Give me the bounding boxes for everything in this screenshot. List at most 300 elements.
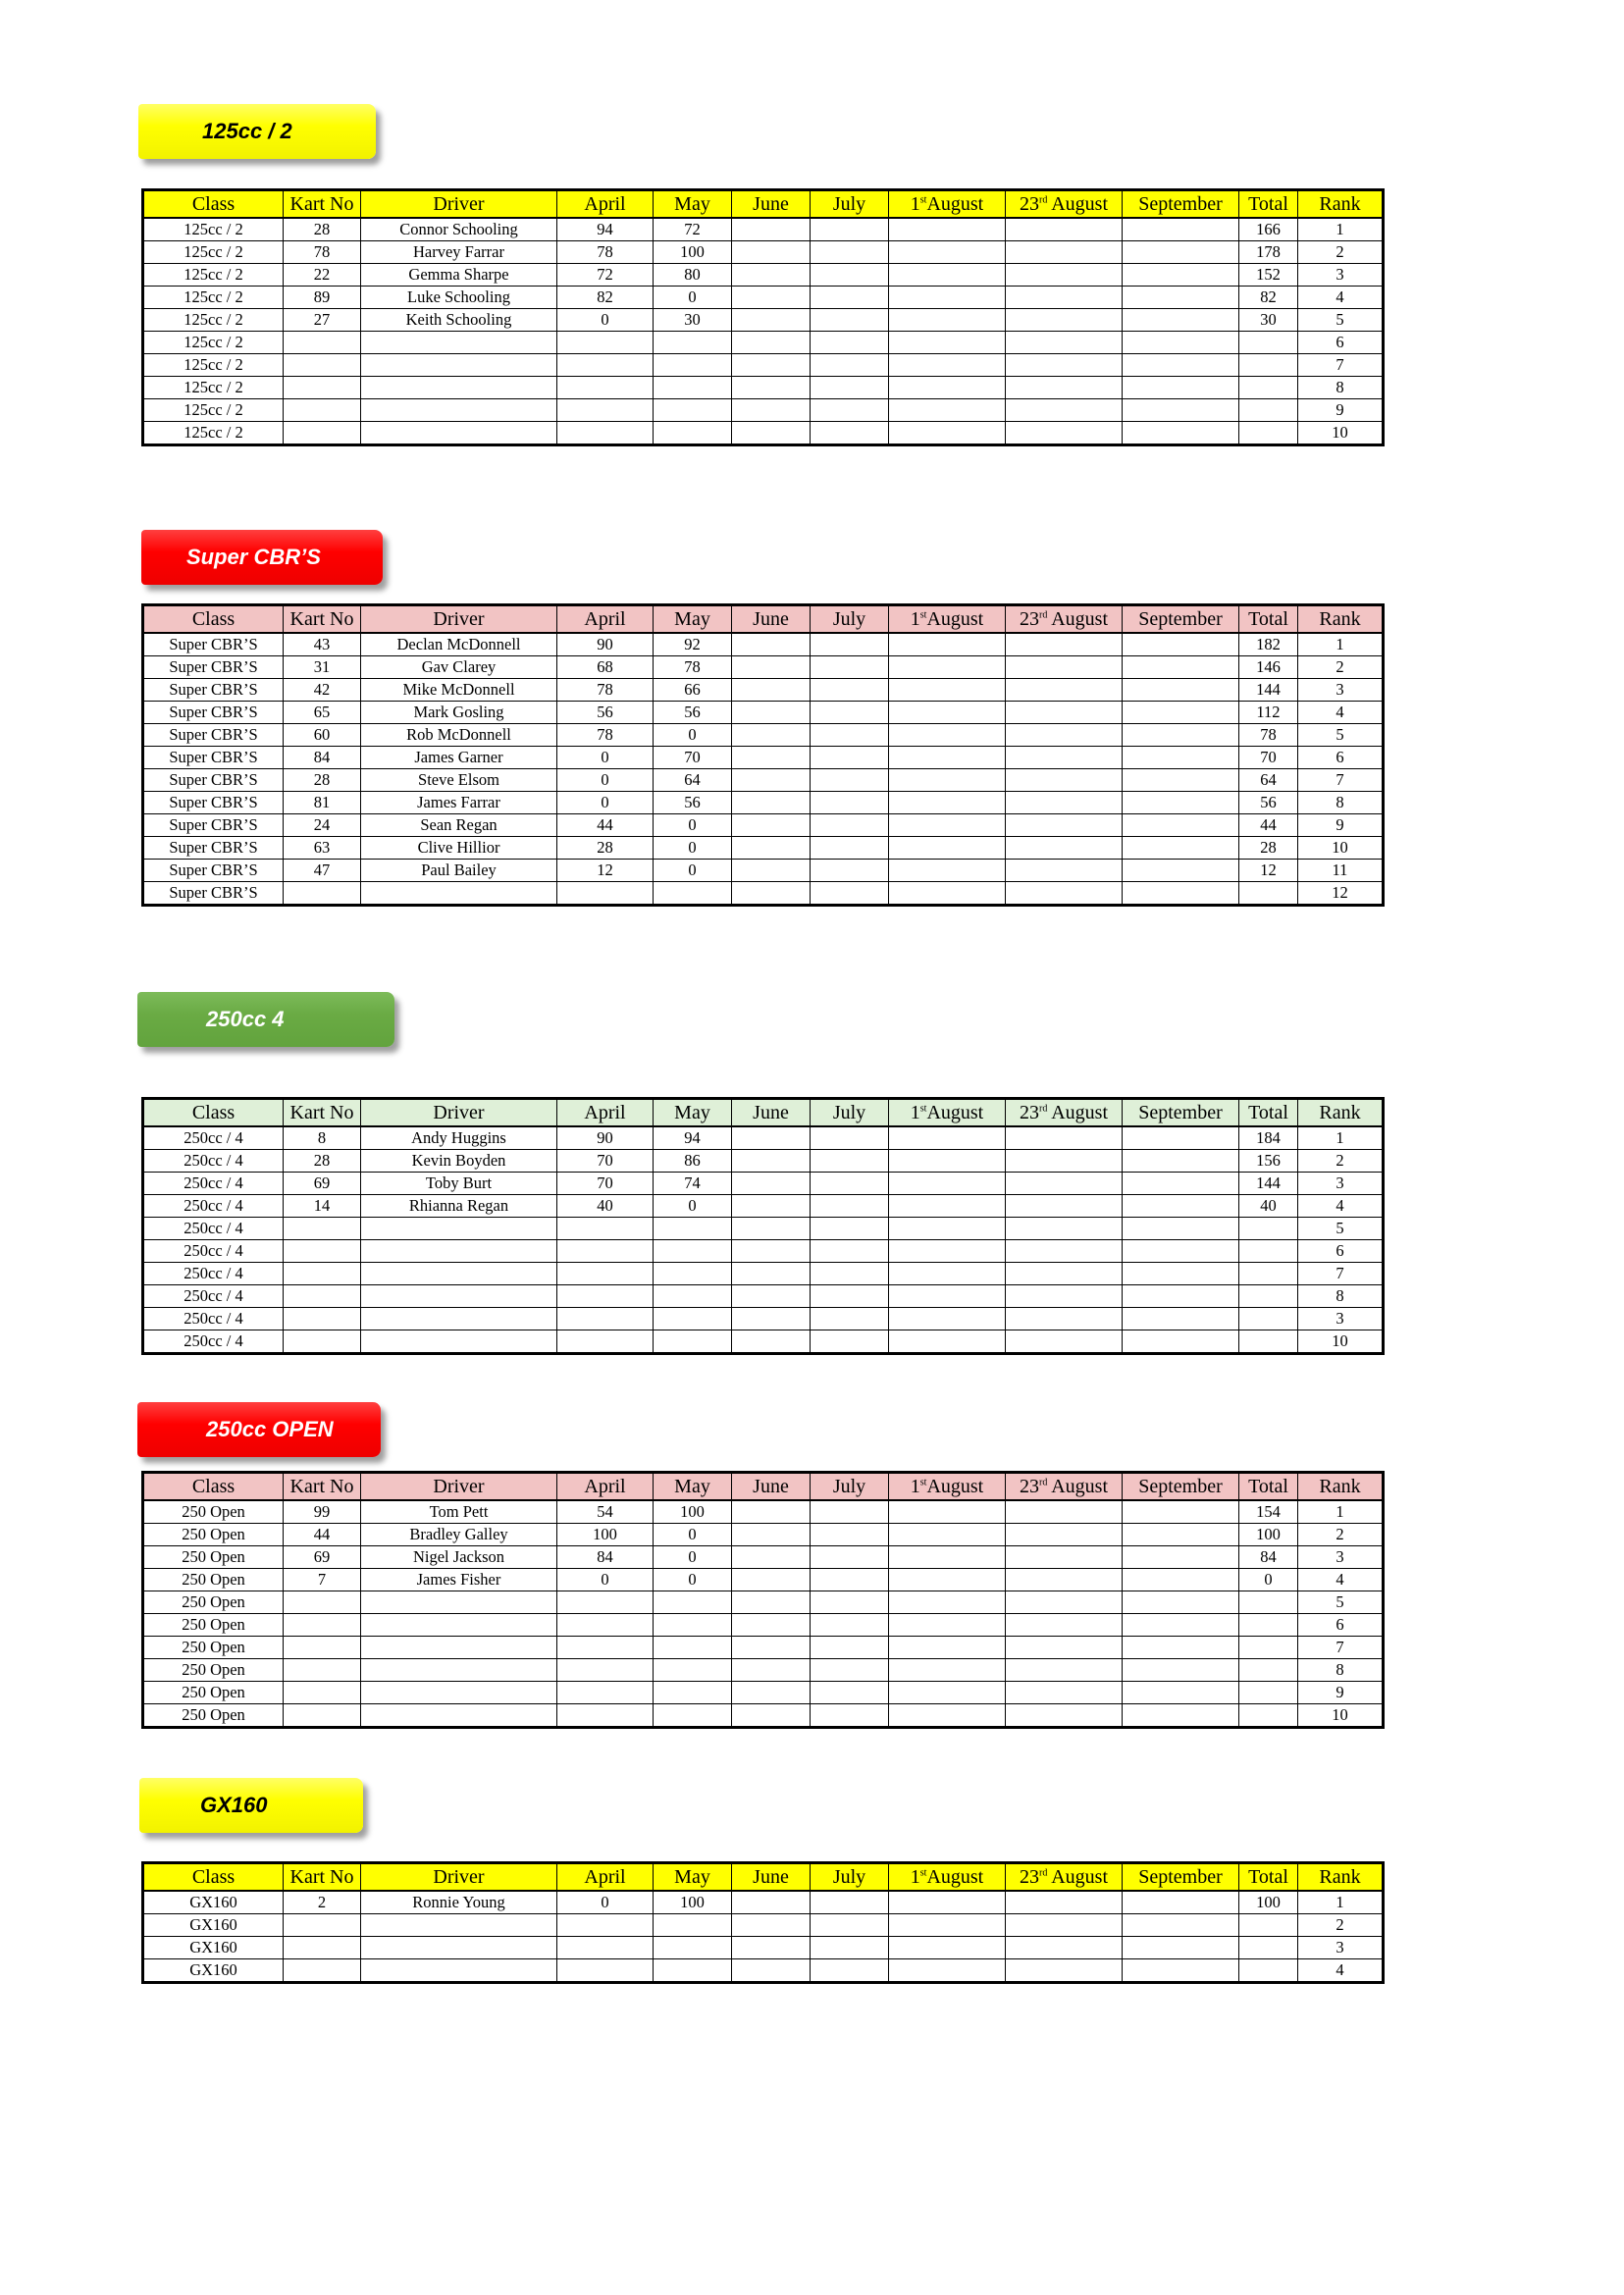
header-1st-august-num: 1 — [910, 192, 920, 215]
june-cell — [732, 1682, 811, 1704]
driver-cell: Kevin Boyden — [361, 1150, 557, 1173]
kart-no-cell — [284, 1637, 361, 1659]
aug23-cell — [1006, 1637, 1123, 1659]
june-cell — [732, 422, 811, 445]
table-row — [143, 287, 1384, 309]
june-cell — [732, 1330, 811, 1354]
table-row — [143, 860, 1384, 882]
april-cell — [557, 1637, 654, 1659]
july-cell — [811, 332, 889, 354]
aug23-cell — [1006, 1150, 1123, 1173]
july-cell — [811, 1637, 889, 1659]
september-cell — [1123, 1914, 1239, 1937]
june-cell — [732, 1218, 811, 1240]
july-cell — [811, 377, 889, 399]
june-cell — [732, 1150, 811, 1173]
june-cell — [732, 837, 811, 860]
june-cell — [732, 1704, 811, 1728]
kart-no-cell: 63 — [284, 837, 361, 860]
kart-no-cell — [284, 1330, 361, 1354]
may-cell: 0 — [654, 860, 732, 882]
total-cell — [1239, 1240, 1298, 1263]
rank-cell: 4 — [1298, 287, 1384, 309]
july-cell — [811, 1591, 889, 1614]
may-cell — [654, 1330, 732, 1354]
table-row — [143, 1937, 1384, 1959]
aug23-cell — [1006, 769, 1123, 792]
rank-cell: 6 — [1298, 1614, 1384, 1637]
header-september: September — [1123, 605, 1239, 634]
aug1-cell — [889, 287, 1006, 309]
july-cell — [811, 399, 889, 422]
may-cell: 64 — [654, 769, 732, 792]
table-row — [143, 399, 1384, 422]
table-row — [143, 1569, 1384, 1591]
aug23-cell — [1006, 814, 1123, 837]
may-cell: 0 — [654, 724, 732, 747]
september-cell — [1123, 377, 1239, 399]
may-cell: 0 — [654, 837, 732, 860]
kart-no-cell — [284, 332, 361, 354]
section-title-tab — [138, 104, 376, 159]
total-cell: 44 — [1239, 814, 1298, 837]
table-row — [143, 679, 1384, 702]
rank-cell: 6 — [1298, 332, 1384, 354]
header-class: Class — [143, 1863, 284, 1892]
header-total: Total — [1239, 605, 1298, 634]
kart-no-cell: 84 — [284, 747, 361, 769]
may-cell: 0 — [654, 1524, 732, 1546]
kart-no-cell: 81 — [284, 792, 361, 814]
april-cell: 70 — [557, 1173, 654, 1195]
table-row — [143, 1330, 1384, 1354]
aug1-cell — [889, 724, 1006, 747]
rank-cell: 10 — [1298, 1330, 1384, 1354]
driver-cell — [361, 332, 557, 354]
rank-cell: 4 — [1298, 1569, 1384, 1591]
header-1st-august — [889, 1099, 1006, 1127]
june-cell — [732, 332, 811, 354]
aug1-cell — [889, 1218, 1006, 1240]
header-23rd-august-text: August — [1047, 1865, 1109, 1888]
kart-no-cell: 7 — [284, 1569, 361, 1591]
section-title-tab — [139, 1778, 363, 1833]
aug1-cell — [889, 656, 1006, 679]
header-driver: Driver — [361, 1863, 557, 1892]
aug1-cell — [889, 1285, 1006, 1308]
september-cell — [1123, 1195, 1239, 1218]
driver-cell — [361, 1637, 557, 1659]
total-cell — [1239, 1330, 1298, 1354]
driver-cell — [361, 377, 557, 399]
may-cell — [654, 1591, 732, 1614]
rank-cell: 1 — [1298, 218, 1384, 241]
may-cell — [654, 354, 732, 377]
aug23-cell — [1006, 1682, 1123, 1704]
header-1st-august-num: 1 — [910, 1865, 920, 1888]
aug1-cell — [889, 814, 1006, 837]
class-cell: Super CBR’S — [143, 724, 284, 747]
driver-cell: Andy Huggins — [361, 1126, 557, 1150]
june-cell — [732, 656, 811, 679]
table-row — [143, 702, 1384, 724]
header-total: Total — [1239, 1099, 1298, 1127]
july-cell — [811, 1959, 889, 1983]
header-row — [143, 190, 1384, 219]
class-cell: 250cc / 4 — [143, 1263, 284, 1285]
aug1-cell — [889, 1637, 1006, 1659]
header-23rd-august-suffix: rd — [1038, 193, 1048, 205]
total-cell: 166 — [1239, 218, 1298, 241]
table-row — [143, 1150, 1384, 1173]
driver-cell — [361, 422, 557, 445]
aug1-cell — [889, 1937, 1006, 1959]
kart-no-cell — [284, 1704, 361, 1728]
table-row — [143, 1524, 1384, 1546]
aug1-cell — [889, 377, 1006, 399]
header-23rd-august-num: 23 — [1019, 1101, 1039, 1123]
may-cell — [654, 1308, 732, 1330]
header-row — [143, 1099, 1384, 1127]
driver-cell: Sean Regan — [361, 814, 557, 837]
total-cell: 64 — [1239, 769, 1298, 792]
june-cell — [732, 769, 811, 792]
class-cell: Super CBR’S — [143, 656, 284, 679]
aug23-cell — [1006, 1546, 1123, 1569]
june-cell — [732, 287, 811, 309]
header-23rd-august-suffix: rd — [1038, 1102, 1048, 1114]
june-cell — [732, 1591, 811, 1614]
june-cell — [732, 1173, 811, 1195]
rank-cell: 7 — [1298, 1637, 1384, 1659]
rank-cell: 5 — [1298, 309, 1384, 332]
rank-cell: 10 — [1298, 422, 1384, 445]
may-cell — [654, 882, 732, 906]
june-cell — [732, 1285, 811, 1308]
aug23-cell — [1006, 287, 1123, 309]
july-cell — [811, 1285, 889, 1308]
class-cell: GX160 — [143, 1937, 284, 1959]
september-cell — [1123, 1659, 1239, 1682]
driver-cell: Toby Burt — [361, 1173, 557, 1195]
aug23-cell — [1006, 399, 1123, 422]
section-title-tab — [141, 530, 383, 585]
may-cell — [654, 1614, 732, 1637]
may-cell: 0 — [654, 287, 732, 309]
driver-cell: Mike McDonnell — [361, 679, 557, 702]
total-cell — [1239, 1591, 1298, 1614]
driver-cell: Connor Schooling — [361, 218, 557, 241]
class-cell: 250 Open — [143, 1682, 284, 1704]
total-cell — [1239, 332, 1298, 354]
aug23-cell — [1006, 1195, 1123, 1218]
april-cell — [557, 1263, 654, 1285]
class-cell: 125cc / 2 — [143, 287, 284, 309]
aug23-cell — [1006, 1959, 1123, 1983]
july-cell — [811, 1914, 889, 1937]
april-cell: 84 — [557, 1546, 654, 1569]
table-row — [143, 1195, 1384, 1218]
aug23-cell — [1006, 702, 1123, 724]
april-cell — [557, 1659, 654, 1682]
kart-no-cell: 28 — [284, 1150, 361, 1173]
may-cell: 100 — [654, 1500, 732, 1524]
header-driver: Driver — [361, 190, 557, 219]
july-cell — [811, 1195, 889, 1218]
rank-cell: 1 — [1298, 633, 1384, 656]
september-cell — [1123, 1173, 1239, 1195]
driver-cell: James Fisher — [361, 1569, 557, 1591]
header-may: May — [654, 1099, 732, 1127]
aug1-cell — [889, 1195, 1006, 1218]
september-cell — [1123, 1218, 1239, 1240]
header-1st-august-text: August — [926, 1101, 984, 1123]
results-table — [141, 1097, 1385, 1355]
april-cell — [557, 422, 654, 445]
april-cell: 0 — [557, 1569, 654, 1591]
driver-cell: Clive Hillior — [361, 837, 557, 860]
class-cell: 250 Open — [143, 1569, 284, 1591]
april-cell: 90 — [557, 1126, 654, 1150]
header-23rd-august-text: August — [1047, 192, 1109, 215]
table-row — [143, 1173, 1384, 1195]
table-row — [143, 1500, 1384, 1524]
header-row — [143, 1473, 1384, 1501]
may-cell: 86 — [654, 1150, 732, 1173]
april-cell — [557, 1308, 654, 1330]
driver-cell: Gemma Sharpe — [361, 264, 557, 287]
header-kart-no: Kart No — [284, 1099, 361, 1127]
aug23-cell — [1006, 218, 1123, 241]
aug23-cell — [1006, 354, 1123, 377]
june-cell — [732, 377, 811, 399]
total-cell: 152 — [1239, 264, 1298, 287]
june-cell — [732, 218, 811, 241]
june-cell — [732, 1614, 811, 1637]
driver-cell: Luke Schooling — [361, 287, 557, 309]
total-cell — [1239, 377, 1298, 399]
aug23-cell — [1006, 377, 1123, 399]
september-cell — [1123, 882, 1239, 906]
september-cell — [1123, 264, 1239, 287]
july-cell — [811, 1937, 889, 1959]
kart-no-cell: 8 — [284, 1126, 361, 1150]
driver-cell — [361, 1240, 557, 1263]
july-cell — [811, 702, 889, 724]
aug1-cell — [889, 1263, 1006, 1285]
table-row — [143, 241, 1384, 264]
kart-no-cell — [284, 1308, 361, 1330]
july-cell — [811, 1546, 889, 1569]
july-cell — [811, 792, 889, 814]
july-cell — [811, 1263, 889, 1285]
table-row — [143, 633, 1384, 656]
aug1-cell — [889, 679, 1006, 702]
aug23-cell — [1006, 1218, 1123, 1240]
rank-cell: 1 — [1298, 1126, 1384, 1150]
july-cell — [811, 837, 889, 860]
may-cell — [654, 1659, 732, 1682]
class-cell: GX160 — [143, 1914, 284, 1937]
aug23-cell — [1006, 1263, 1123, 1285]
aug23-cell — [1006, 1330, 1123, 1354]
july-cell — [811, 354, 889, 377]
header-july: July — [811, 1099, 889, 1127]
results-table — [141, 1471, 1385, 1729]
total-cell: 30 — [1239, 309, 1298, 332]
class-cell: Super CBR’S — [143, 769, 284, 792]
section-title: 125cc / 2 — [202, 119, 292, 143]
kart-no-cell: 22 — [284, 264, 361, 287]
class-cell: 250 Open — [143, 1659, 284, 1682]
header-23rd-august — [1006, 605, 1123, 634]
july-cell — [811, 769, 889, 792]
september-cell — [1123, 633, 1239, 656]
header-1st-august-num: 1 — [910, 1101, 920, 1123]
aug23-cell — [1006, 792, 1123, 814]
aug23-cell — [1006, 633, 1123, 656]
driver-cell — [361, 354, 557, 377]
september-cell — [1123, 792, 1239, 814]
aug1-cell — [889, 1659, 1006, 1682]
driver-cell: James Farrar — [361, 792, 557, 814]
kart-no-cell: 28 — [284, 769, 361, 792]
header-june: June — [732, 1863, 811, 1892]
may-cell: 30 — [654, 309, 732, 332]
header-may: May — [654, 605, 732, 634]
june-cell — [732, 264, 811, 287]
aug23-cell — [1006, 1285, 1123, 1308]
may-cell: 100 — [654, 241, 732, 264]
class-cell: 125cc / 2 — [143, 241, 284, 264]
kart-no-cell: 60 — [284, 724, 361, 747]
driver-cell: Rob McDonnell — [361, 724, 557, 747]
may-cell: 70 — [654, 747, 732, 769]
september-cell — [1123, 218, 1239, 241]
table-row — [143, 724, 1384, 747]
june-cell — [732, 241, 811, 264]
aug23-cell — [1006, 1500, 1123, 1524]
header-23rd-august-text: August — [1047, 607, 1109, 630]
class-cell: Super CBR’S — [143, 633, 284, 656]
april-cell — [557, 354, 654, 377]
table-row — [143, 1308, 1384, 1330]
table-row — [143, 1914, 1384, 1937]
driver-cell: Steve Elsom — [361, 769, 557, 792]
kart-no-cell: 31 — [284, 656, 361, 679]
kart-no-cell: 24 — [284, 814, 361, 837]
kart-no-cell — [284, 1285, 361, 1308]
june-cell — [732, 1959, 811, 1983]
table-row — [143, 1959, 1384, 1983]
table-row — [143, 656, 1384, 679]
header-1st-august-suffix: st — [919, 1102, 927, 1114]
april-cell: 78 — [557, 679, 654, 702]
may-cell: 94 — [654, 1126, 732, 1150]
kart-no-cell — [284, 882, 361, 906]
section-title: Super CBR’S — [186, 545, 321, 569]
class-cell: Super CBR’S — [143, 814, 284, 837]
header-driver: Driver — [361, 1099, 557, 1127]
july-cell — [811, 1173, 889, 1195]
april-cell: 54 — [557, 1500, 654, 1524]
header-1st-august — [889, 190, 1006, 219]
july-cell — [811, 679, 889, 702]
header-1st-august-num: 1 — [910, 607, 920, 630]
aug1-cell — [889, 1569, 1006, 1591]
aug1-cell — [889, 332, 1006, 354]
april-cell — [557, 1330, 654, 1354]
driver-cell — [361, 1914, 557, 1937]
class-cell: 250 Open — [143, 1614, 284, 1637]
total-cell: 40 — [1239, 1195, 1298, 1218]
header-april: April — [557, 605, 654, 634]
header-1st-august-suffix: st — [919, 193, 927, 205]
aug23-cell — [1006, 1240, 1123, 1263]
class-cell: 250cc / 4 — [143, 1150, 284, 1173]
april-cell: 0 — [557, 747, 654, 769]
june-cell — [732, 1891, 811, 1914]
kart-no-cell: 2 — [284, 1891, 361, 1914]
april-cell — [557, 1959, 654, 1983]
april-cell — [557, 1914, 654, 1937]
may-cell: 100 — [654, 1891, 732, 1914]
june-cell — [732, 633, 811, 656]
may-cell — [654, 1704, 732, 1728]
may-cell — [654, 1285, 732, 1308]
rank-cell: 8 — [1298, 1285, 1384, 1308]
september-cell — [1123, 1285, 1239, 1308]
aug1-cell — [889, 1524, 1006, 1546]
rank-cell: 6 — [1298, 1240, 1384, 1263]
kart-no-cell: 65 — [284, 702, 361, 724]
table-row — [143, 1285, 1384, 1308]
class-cell: 250cc / 4 — [143, 1285, 284, 1308]
aug23-cell — [1006, 679, 1123, 702]
aug23-cell — [1006, 656, 1123, 679]
aug23-cell — [1006, 309, 1123, 332]
rank-cell: 9 — [1298, 814, 1384, 837]
class-cell: Super CBR’S — [143, 860, 284, 882]
total-cell: 144 — [1239, 679, 1298, 702]
september-cell — [1123, 1500, 1239, 1524]
september-cell — [1123, 1330, 1239, 1354]
july-cell — [811, 1218, 889, 1240]
driver-cell: Mark Gosling — [361, 702, 557, 724]
class-cell: 125cc / 2 — [143, 377, 284, 399]
june-cell — [732, 1937, 811, 1959]
rank-cell: 4 — [1298, 1959, 1384, 1983]
april-cell — [557, 1591, 654, 1614]
header-april: April — [557, 1473, 654, 1501]
kart-no-cell: 28 — [284, 218, 361, 241]
april-cell — [557, 882, 654, 906]
aug23-cell — [1006, 860, 1123, 882]
aug23-cell — [1006, 747, 1123, 769]
header-july: July — [811, 605, 889, 634]
july-cell — [811, 1659, 889, 1682]
driver-cell — [361, 1308, 557, 1330]
aug1-cell — [889, 1682, 1006, 1704]
april-cell: 0 — [557, 309, 654, 332]
driver-cell — [361, 1591, 557, 1614]
header-1st-august-suffix: st — [919, 608, 927, 620]
september-cell — [1123, 1614, 1239, 1637]
april-cell: 56 — [557, 702, 654, 724]
kart-no-cell: 43 — [284, 633, 361, 656]
july-cell — [811, 1524, 889, 1546]
rank-cell: 8 — [1298, 792, 1384, 814]
